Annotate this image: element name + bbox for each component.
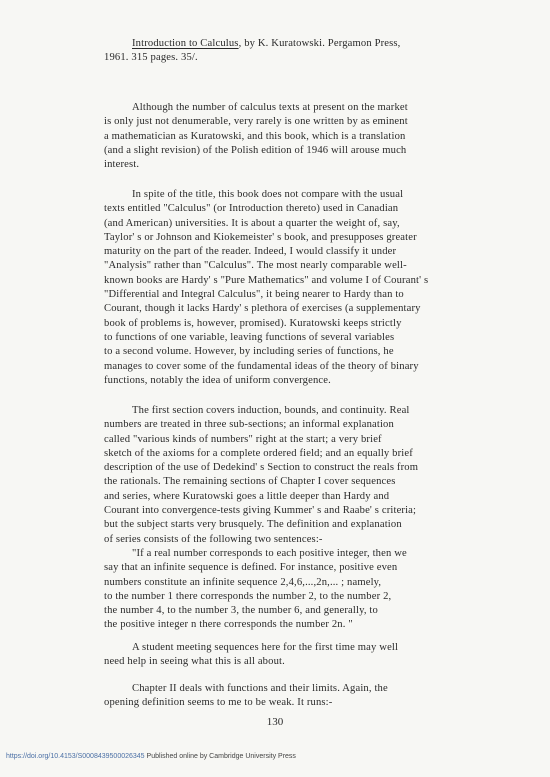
text-line: to the number 1 there corresponds the number 2, to the number 2, — [104, 590, 392, 602]
footer-text: Published online by Cambridge University Press — [144, 753, 296, 760]
text-line: book of problems is, however, promised). Kuratowski keeps strictly — [104, 317, 402, 329]
paragraph-2 — [104, 188, 492, 388]
footer — [6, 753, 296, 760]
text-line: of series consists of the following two sentences:- — [104, 533, 323, 545]
text-line: maturity on the part of the reader. Indeed, I would classify it under — [104, 246, 397, 258]
review-header — [104, 37, 492, 66]
header-line-1-rest: , by K. Kuratowski. Pergamon Press, — [238, 38, 401, 49]
text-line: Chapter II deals with functions and their limits. Again, the — [132, 683, 388, 694]
text-line: (and American) universities. It is about a quarter the weight of, say, — [104, 217, 400, 229]
text-line: description of the use of Dedekind' s Section to construct the reals from — [104, 462, 419, 474]
text-line: is only just not denumerable, very rarely is one written by as eminent — [104, 116, 408, 128]
text-line: need help in seeing what this is all about. — [104, 656, 285, 668]
text-line: Taylor' s or Johnson and Kiokemeister' s book, and presupposes greater — [104, 231, 417, 243]
text-line: numbers are treated in three sub-sections; an informal explanation — [104, 419, 394, 431]
text-line: the number 4, to the number 3, the number 6, and generally, to — [104, 605, 378, 617]
text-line: "If a real number corresponds to each positive integer, then we — [132, 548, 407, 559]
text-line: interest. — [104, 159, 140, 171]
text-line: known books are Hardy' s "Pure Mathematics" and volume I of Courant' s — [104, 274, 429, 286]
header-line-1 — [104, 37, 492, 51]
text-line: opening definition seems to me to be weak. It runs:- — [104, 697, 333, 709]
doi-link[interactable]: https://doi.org/10.4153/S0008439500026345 — [6, 753, 145, 760]
text-line: A student meeting sequences here for the first time may well — [132, 642, 399, 653]
text-line: The first section covers induction, bounds, and continuity. Real — [132, 405, 410, 416]
text-line: Although the number of calculus texts at present on the market — [132, 102, 408, 113]
paragraph-1 — [104, 101, 492, 172]
text-line: to a second volume. However, by including series of functions, he — [104, 346, 394, 358]
text-line: (and a slight revision) of the Polish edition of 1946 will arouse much — [104, 144, 407, 156]
text-line: Courant into convergence-tests giving Kummer' s and Raabe' s criteria; — [104, 505, 417, 517]
page-number: 130 — [266, 716, 284, 728]
text-line: In spite of the title, this book does not compare with the usual — [132, 189, 404, 200]
text-line: the rationals. The remaining sections of Chapter I cover sequences — [104, 476, 396, 488]
text-line: say that an infinite sequence is defined. For instance, positive even — [104, 562, 398, 574]
text-line: "Analysis" rather than "Calculus". The most nearly comparable well- — [104, 260, 407, 272]
book-title: Introduction to Calculus — [132, 38, 239, 49]
text-line: the positive integer n there corresponds the number 2n. " — [104, 619, 353, 631]
text-line: numbers constitute an infinite sequence 2,4,6,...,2n,... ; namely, — [104, 576, 382, 588]
text-line: Courant, though it lacks Hardy' s plethora of exercises (a supplementary — [104, 303, 421, 315]
text-line: functions, notably the idea of uniform convergence. — [104, 374, 331, 386]
paragraph-5 — [104, 682, 492, 711]
paragraph-4 — [104, 641, 492, 670]
header-line-2: 1961. 315 pages. 35/. — [104, 52, 198, 64]
text-line: called "various kinds of numbers" right at the start; a very brief — [104, 433, 382, 445]
text-line: but the subject starts very brusquely. The definition and explanation — [104, 519, 402, 531]
text-line: to functions of one variable, leaving functions of several variables — [104, 331, 395, 343]
paragraph-3 — [104, 404, 492, 547]
text-line: sketch of the axioms for a complete ordered field; and an equally brief — [104, 447, 413, 459]
text-line: "Differential and Integral Calculus", it being nearer to Hardy than to — [104, 289, 404, 301]
text-line: and series, where Kuratowski goes a little deeper than Hardy and — [104, 490, 390, 502]
quoted-definition — [104, 547, 492, 633]
text-line: manages to cover some of the fundamental ideas of the theory of binary — [104, 360, 419, 372]
text-line: texts entitled "Calculus" (or Introduction thereto) used in Canadian — [104, 203, 399, 215]
text-line: a mathematician as Kuratowski, and this book, which is a translation — [104, 130, 406, 142]
